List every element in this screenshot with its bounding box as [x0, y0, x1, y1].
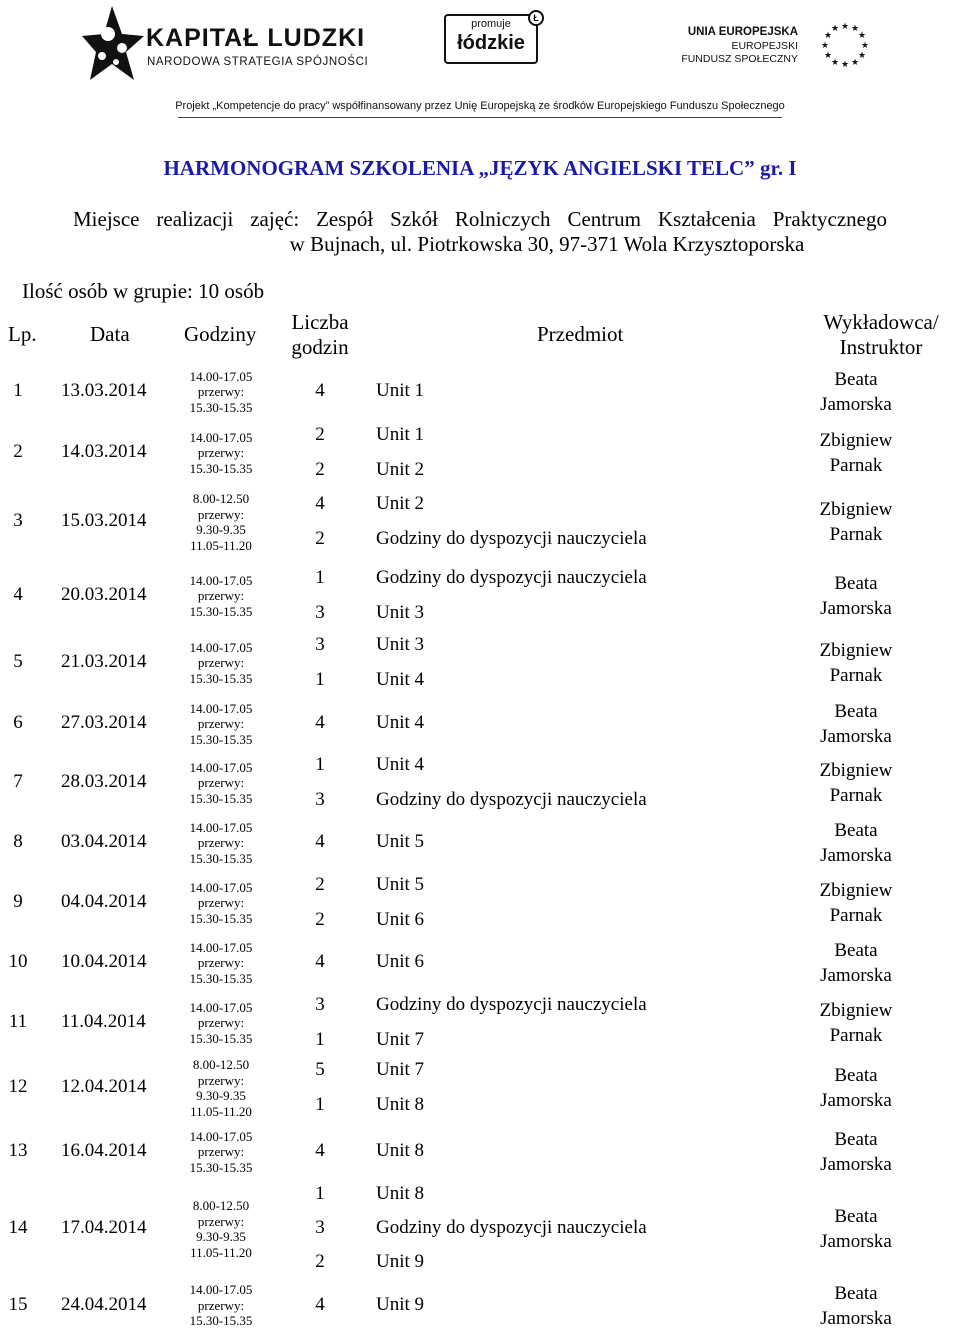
hours-line: przerwy:	[197, 835, 245, 851]
hours-line: 15.30-15.35	[189, 670, 253, 686]
hours-line: 15.30-15.35	[189, 910, 253, 926]
hours-line: 8.00-12.50	[192, 1198, 250, 1213]
subject-hours-count: 4	[315, 1140, 325, 1161]
row-lp: 11	[8, 1011, 28, 1032]
hours-line: przerwy:	[197, 895, 245, 911]
svg-text:★: ★	[840, 60, 850, 70]
hours-line: przerwy:	[197, 1072, 245, 1088]
hours-line: 8.00-12.50	[192, 491, 250, 506]
subject-name: Godziny do dyspozycji nauczyciela	[376, 788, 647, 810]
subject-hours-count: 2	[315, 908, 325, 930]
hours-line: 14.00-17.05	[189, 879, 253, 895]
svg-text:★: ★	[823, 51, 833, 61]
row-lecturer	[802, 938, 910, 988]
hours-line: 15.30-15.35	[189, 790, 253, 806]
row-date: 27.03.2014	[61, 712, 147, 733]
row-lp: 13	[8, 1140, 28, 1161]
lecturer-name-line: Parnak	[829, 455, 883, 476]
header-count: Liczba godzin	[291, 310, 349, 359]
row-lp: 1	[13, 380, 23, 401]
row-lecturer	[802, 699, 910, 749]
document-title: HARMONOGRAM SZKOLENIA „JĘZYK ANGIELSKI TELC” gr. I	[163, 156, 797, 180]
row-hours	[180, 880, 262, 927]
subject-name: Unit 8	[376, 1183, 425, 1204]
hours-line: 9.30-9.35	[196, 1229, 246, 1244]
location-line-2: w Bujnach, ul. Piotrkowska 30, 97-371 Wola Krzysztoporska	[289, 232, 805, 256]
row-hours	[180, 369, 262, 416]
row-date: 24.04.2014	[61, 1293, 147, 1315]
lecturer-name-line: Beata	[834, 1065, 878, 1086]
row-hours	[180, 701, 262, 748]
subject-name: Unit 2	[376, 492, 425, 514]
hours-line: przerwy:	[197, 655, 245, 671]
subject-hours-count: 1	[315, 1028, 325, 1050]
promuje-lodzkie-logo	[444, 10, 546, 68]
lecturer-name-line: Zbigniew	[819, 880, 893, 901]
svg-text:★: ★	[857, 51, 867, 61]
hours-line: przerwy:	[197, 775, 245, 791]
lecturer-name-line: Jamorska	[820, 1154, 892, 1175]
kapital-ludzki-star-icon	[82, 4, 146, 84]
row-date: 28.03.2014	[61, 771, 147, 792]
hours-line: przerwy:	[197, 716, 245, 732]
hours-line: przerwy:	[197, 384, 245, 400]
header-hours: Godziny	[184, 322, 257, 346]
lecturer-name-line: Jamorska	[820, 726, 892, 747]
svg-text:★: ★	[830, 58, 840, 68]
lecturer-name-line: Beata	[834, 701, 878, 722]
subject-name: Unit 8	[376, 1140, 425, 1161]
row-hours	[180, 940, 262, 987]
row-date: 13.03.2014	[61, 380, 147, 401]
subject-hours-count: 4	[315, 831, 325, 852]
header-date: Data	[90, 322, 130, 346]
row-lecturer	[802, 878, 910, 928]
row-date: 11.04.2014	[61, 1011, 146, 1032]
row-lp: 4	[13, 584, 23, 605]
eu-line-1: UNIA EUROPEJSKA	[687, 26, 798, 38]
lecturer-name-line: Beata	[834, 369, 878, 390]
eu-line-2: EUROPEJSKI	[731, 39, 798, 52]
subject-name: Unit 6	[376, 951, 425, 972]
row-date: 17.04.2014	[61, 1217, 147, 1238]
eu-logo-text	[681, 26, 798, 67]
lecturer-name-line: Beata	[834, 1282, 878, 1304]
lecturer-name-line: Jamorska	[820, 1090, 892, 1111]
hours-line: 14.00-17.05	[189, 572, 253, 588]
row-hours	[180, 1282, 262, 1329]
hours-line: przerwy:	[197, 1015, 245, 1031]
hours-line: 15.30-15.35	[189, 399, 253, 415]
eu-stars-icon	[816, 20, 874, 70]
subject-hours-count: 1	[315, 753, 325, 775]
row-lp: 9	[13, 891, 23, 912]
row-hours	[180, 820, 262, 867]
row-lp: 14	[8, 1217, 28, 1238]
hours-line: 14.00-17.05	[189, 368, 253, 384]
row-lecturer	[802, 998, 910, 1048]
row-date: 12.04.2014	[61, 1076, 147, 1097]
lodzkie-mark-icon: Ł	[528, 10, 544, 26]
subject-name: Unit 3	[376, 633, 425, 655]
subject-hours-count: 4	[315, 1293, 325, 1315]
lecturer-name-line: Parnak	[829, 524, 883, 545]
lecturer-name-line: Parnak	[829, 665, 883, 686]
hours-line: przerwy:	[197, 445, 245, 461]
row-lp: 6	[13, 712, 23, 733]
row-date: 15.03.2014	[61, 510, 147, 531]
lecturer-name-line: Jamorska	[820, 845, 892, 866]
row-date: 03.04.2014	[61, 831, 147, 852]
row-lp: 8	[13, 831, 23, 852]
subject-hours-count: 2	[315, 458, 325, 480]
subject-name: Godziny do dyspozycji nauczyciela	[376, 566, 647, 588]
hours-line: przerwy:	[197, 1213, 245, 1229]
svg-text:★: ★	[857, 31, 867, 41]
subject-hours-count: 1	[315, 566, 325, 588]
subject-hours-count: 2	[315, 423, 325, 445]
hours-line: 14.00-17.05	[189, 939, 253, 955]
row-lp: 3	[13, 510, 23, 531]
header-subject: Przedmiot	[537, 322, 624, 346]
subject-name: Unit 7	[376, 1058, 425, 1080]
hours-line: 15.30-15.35	[189, 460, 253, 476]
hours-line: 14.00-17.05	[189, 819, 253, 835]
row-lp: 2	[13, 441, 23, 462]
subject-hours-count: 5	[315, 1058, 325, 1080]
header-divider	[178, 117, 782, 118]
header-lecturer: Wykładowca/ Instruktor	[823, 310, 939, 359]
hours-line: 15.30-15.35	[189, 1313, 253, 1329]
subject-name: Unit 2	[376, 458, 425, 480]
subject-name: Unit 4	[376, 753, 425, 775]
svg-text:★: ★	[830, 24, 840, 34]
row-lecturer	[802, 1281, 910, 1331]
subject-name: Unit 9	[376, 1293, 425, 1315]
lecturer-name-line: Jamorska	[820, 1307, 892, 1329]
subject-hours-count: 1	[315, 1183, 325, 1204]
lecturer-name-line: Beata	[834, 1206, 878, 1227]
lecturer-name-line: Parnak	[829, 1025, 883, 1046]
svg-text:★: ★	[840, 22, 850, 32]
hours-line: 15.30-15.35	[189, 1159, 253, 1175]
row-hours	[180, 1129, 262, 1176]
kapital-ludzki-logo	[82, 4, 422, 86]
subject-hours-count: 3	[315, 1217, 325, 1238]
row-lecturer	[802, 758, 910, 808]
row-date: 14.03.2014	[61, 441, 147, 462]
hours-line: 9.30-9.35	[196, 522, 246, 537]
subject-name: Godziny do dyspozycji nauczyciela	[376, 993, 647, 1015]
lecturer-name-line: Jamorska	[820, 598, 892, 619]
row-date: 21.03.2014	[61, 651, 147, 672]
hours-line: przerwy:	[197, 588, 245, 604]
hours-line: przerwy:	[197, 1297, 245, 1313]
subject-hours-count: 3	[315, 788, 325, 810]
subject-name: Unit 4	[376, 668, 425, 690]
row-lecturer	[802, 638, 910, 688]
svg-text:★: ★	[820, 41, 830, 51]
lodzkie-name: łódzkie	[457, 32, 525, 54]
row-hours	[180, 760, 262, 807]
hours-line: 14.00-17.05	[189, 999, 253, 1015]
row-lecturer	[802, 571, 910, 621]
subject-hours-count: 4	[315, 712, 325, 733]
row-date: 20.03.2014	[61, 584, 147, 605]
kapital-ludzki-title: KAPITAŁ LUDZKI	[146, 24, 366, 52]
row-date: 10.04.2014	[61, 951, 147, 972]
row-date: 04.04.2014	[61, 891, 147, 912]
row-lp: 12	[8, 1076, 28, 1097]
subject-name: Unit 5	[376, 873, 425, 895]
svg-text:★: ★	[850, 58, 860, 68]
hours-line: 15.30-15.35	[189, 1030, 253, 1046]
location-line-1: Miejsce realizacji zajęć: Zespół Szkół Rolniczych Centrum Kształcenia Praktycznego	[73, 207, 887, 231]
row-lecturer	[802, 428, 910, 478]
hours-line: 15.30-15.35	[189, 850, 253, 866]
hours-line: 8.00-12.50	[192, 1057, 250, 1072]
lecturer-name-line: Parnak	[829, 905, 883, 926]
hours-line: przerwy:	[197, 506, 245, 522]
lecturer-name-line: Zbigniew	[819, 499, 893, 520]
row-lecturer	[802, 1127, 910, 1177]
subject-name: Godziny do dyspozycji nauczyciela	[376, 527, 647, 549]
lodzkie-promuje-text: promuje	[471, 18, 511, 30]
row-lecturer	[802, 1204, 910, 1254]
row-lp: 15	[8, 1293, 28, 1315]
lecturer-name-line: Beata	[834, 940, 878, 961]
row-lecturer	[802, 1063, 910, 1113]
hours-line: 14.00-17.05	[189, 639, 253, 655]
subject-hours-count: 2	[315, 1251, 325, 1272]
lecturer-name-line: Beata	[834, 1129, 878, 1150]
lecturer-name-line: Beata	[834, 820, 878, 841]
hours-line: 14.00-17.05	[189, 429, 253, 445]
subject-hours-count: 3	[315, 993, 325, 1015]
row-hours	[180, 1000, 262, 1047]
group-size: Ilość osób w grupie: 10 osób	[22, 279, 265, 303]
eu-logo	[681, 18, 938, 78]
hours-line: 15.30-15.35	[189, 603, 253, 619]
row-lecturer	[802, 497, 910, 547]
row-hours	[180, 491, 262, 553]
header-lp: Lp.	[8, 322, 37, 346]
hours-line: 9.30-9.35	[196, 1088, 246, 1103]
svg-text:★: ★	[850, 24, 860, 34]
row-hours	[180, 1057, 262, 1119]
svg-text:★: ★	[860, 41, 870, 51]
hours-line: 11.05-11.20	[190, 1244, 252, 1260]
row-hours	[180, 640, 262, 687]
row-hours	[180, 1198, 262, 1260]
subject-name: Unit 8	[376, 1093, 425, 1115]
row-lecturer	[802, 818, 910, 868]
hours-line: 15.30-15.35	[189, 970, 253, 986]
hours-line: przerwy:	[197, 955, 245, 971]
subject-name: Unit 4	[376, 712, 425, 733]
hours-line: 11.05-11.20	[190, 537, 252, 553]
subject-hours-count: 2	[315, 873, 325, 895]
lecturer-name-line: Jamorska	[820, 1231, 892, 1252]
subject-hours-count: 3	[315, 633, 325, 655]
subject-name: Unit 9	[376, 1251, 425, 1272]
hours-line: 15.30-15.35	[189, 731, 253, 747]
hours-line: 11.05-11.20	[190, 1103, 252, 1119]
subject-name: Godziny do dyspozycji nauczyciela	[376, 1217, 647, 1238]
subject-name: Unit 6	[376, 908, 425, 930]
lecturer-name-line: Zbigniew	[819, 760, 893, 781]
row-lp: 7	[13, 771, 23, 792]
subject-name: Unit 3	[376, 601, 425, 623]
lecturer-name-line: Zbigniew	[819, 640, 893, 661]
row-lp: 10	[8, 951, 28, 972]
row-date: 16.04.2014	[61, 1140, 147, 1161]
subject-hours-count: 4	[315, 951, 325, 972]
kapital-ludzki-subtitle: NARODOWA STRATEGIA SPÓJNOŚCI	[147, 56, 369, 68]
subject-name: Unit 1	[376, 423, 425, 445]
hours-line: 14.00-17.05	[189, 1128, 253, 1144]
lecturer-name-line: Jamorska	[820, 394, 892, 415]
hours-line: 14.00-17.05	[189, 1282, 253, 1298]
eu-line-3: FUNDUSZ SPOŁECZNY	[681, 53, 798, 65]
project-banner: Projekt „Kompetencje do pracy” współfinansowany przez Unię Europejską ze środków Europejskiego Funduszu Społecznego	[175, 100, 785, 112]
lecturer-name-line: Zbigniew	[819, 1000, 893, 1021]
lecturer-name-line: Beata	[834, 573, 878, 594]
subject-hours-count: 2	[315, 527, 325, 549]
row-lecturer	[802, 367, 910, 417]
subject-name: Unit 1	[376, 380, 425, 401]
subject-hours-count: 4	[315, 380, 325, 401]
subject-hours-count: 1	[315, 1093, 325, 1115]
lecturer-name-line: Parnak	[829, 785, 883, 806]
subject-name: Unit 7	[376, 1028, 425, 1050]
row-hours	[180, 573, 262, 620]
hours-line: przerwy:	[197, 1144, 245, 1160]
hours-line: 14.00-17.05	[189, 700, 253, 716]
subject-hours-count: 3	[315, 601, 325, 623]
hours-line: 14.00-17.05	[189, 759, 253, 775]
row-lp: 5	[13, 651, 23, 672]
row-hours	[180, 430, 262, 477]
lecturer-name-line: Zbigniew	[819, 430, 893, 451]
subject-hours-count: 4	[315, 492, 325, 514]
lecturer-name-line: Jamorska	[820, 965, 892, 986]
svg-text:★: ★	[823, 31, 833, 41]
subject-name: Unit 5	[376, 831, 425, 852]
subject-hours-count: 1	[315, 668, 325, 690]
